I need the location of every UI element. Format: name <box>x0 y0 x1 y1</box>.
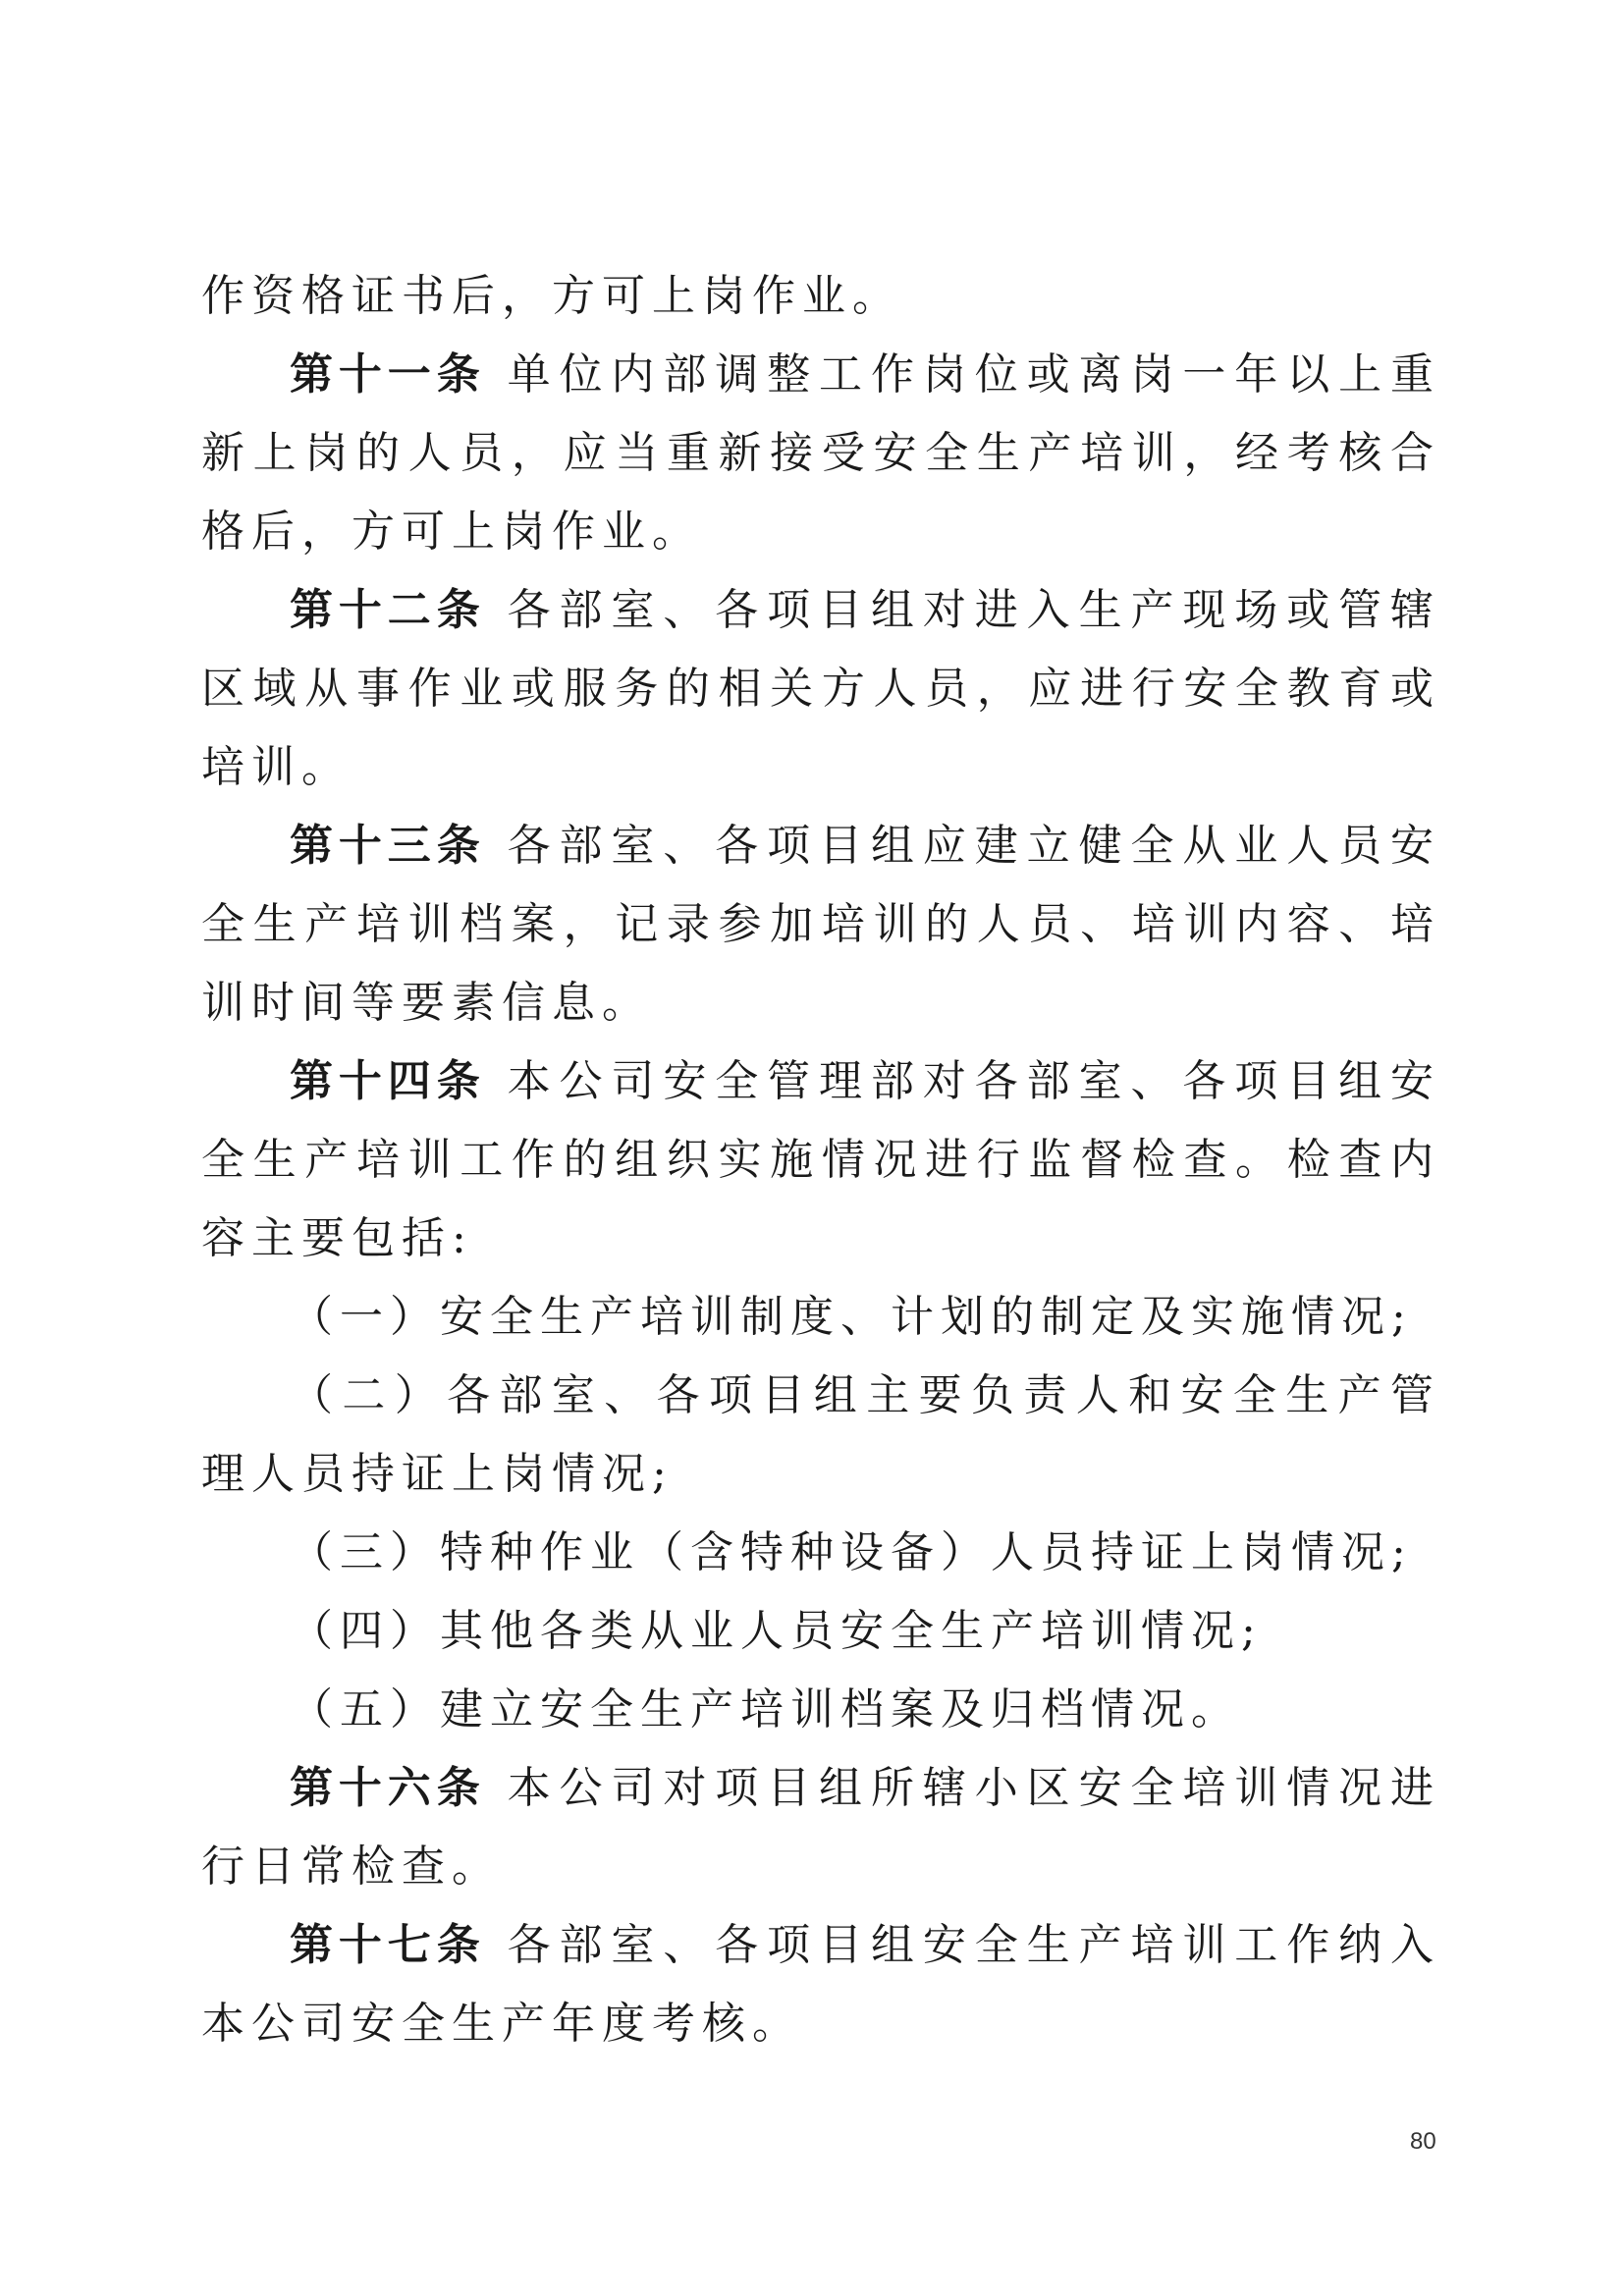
article-14 <box>201 1042 1440 1278</box>
article-title: 第十四条 <box>290 1056 486 1106</box>
list-item-text: （五）建立安全生产培训档案及归档情况。 <box>290 1684 1241 1735</box>
article-title: 第十一条 <box>290 349 486 400</box>
article-title: 第十七条 <box>290 1920 486 1970</box>
article-title: 第十六条 <box>290 1763 486 1813</box>
article-text: 各部室、各项目组安全生产培训工作纳入本公司安全生产年度考核。 <box>201 1920 1441 2049</box>
article-12 <box>201 571 1440 807</box>
list-item-text: （三）特种作业（含特种设备）人员持证上岗情况; <box>290 1527 1413 1577</box>
article-text: 单位内部调整工作岗位或离岗一年以上重新上岗的人员，应当重新接受安全生产培训，经考核合格后，方可上岗作业。 <box>201 349 1441 557</box>
paragraph-continuation <box>201 257 1440 336</box>
article-16 <box>201 1749 1440 1906</box>
article-text: 本公司对项目组所辖小区安全培训情况进行日常检查。 <box>201 1763 1441 1892</box>
list-item-1 <box>201 1278 1440 1357</box>
article-17 <box>201 1906 1440 2063</box>
paragraph-text: 作资格证书后，方可上岗作业。 <box>201 271 902 321</box>
list-item-5 <box>201 1671 1440 1749</box>
list-item-text: （二）各部室、各项目组主要负责人和安全生产管理人员持证上岗情况; <box>201 1370 1440 1499</box>
list-item-text: （一）安全生产培训制度、计划的制定及实施情况; <box>290 1292 1413 1342</box>
article-text: 本公司安全管理部对各部室、各项目组安全生产培训工作的组织实施情况进行监督检查。检查内容主要包括: <box>201 1056 1441 1263</box>
article-title: 第十二条 <box>290 585 486 635</box>
list-item-2 <box>201 1357 1440 1514</box>
list-item-4 <box>201 1592 1440 1671</box>
article-text: 各部室、各项目组应建立健全从业人员安全生产培训档案，记录参加培训的人员、培训内容、培训时间等要素信息。 <box>201 821 1441 1028</box>
page-number: 80 <box>1410 2128 1436 2155</box>
article-text: 各部室、各项目组对进入生产现场或管辖区域从事作业或服务的相关方人员，应进行安全教育或培训。 <box>201 585 1441 792</box>
list-item-3 <box>201 1514 1440 1592</box>
article-title: 第十三条 <box>290 821 486 871</box>
article-13 <box>201 807 1440 1042</box>
article-11 <box>201 336 1440 571</box>
list-item-text: （四）其他各类从业人员安全生产培训情况; <box>290 1606 1263 1656</box>
document-body <box>201 257 1440 2063</box>
